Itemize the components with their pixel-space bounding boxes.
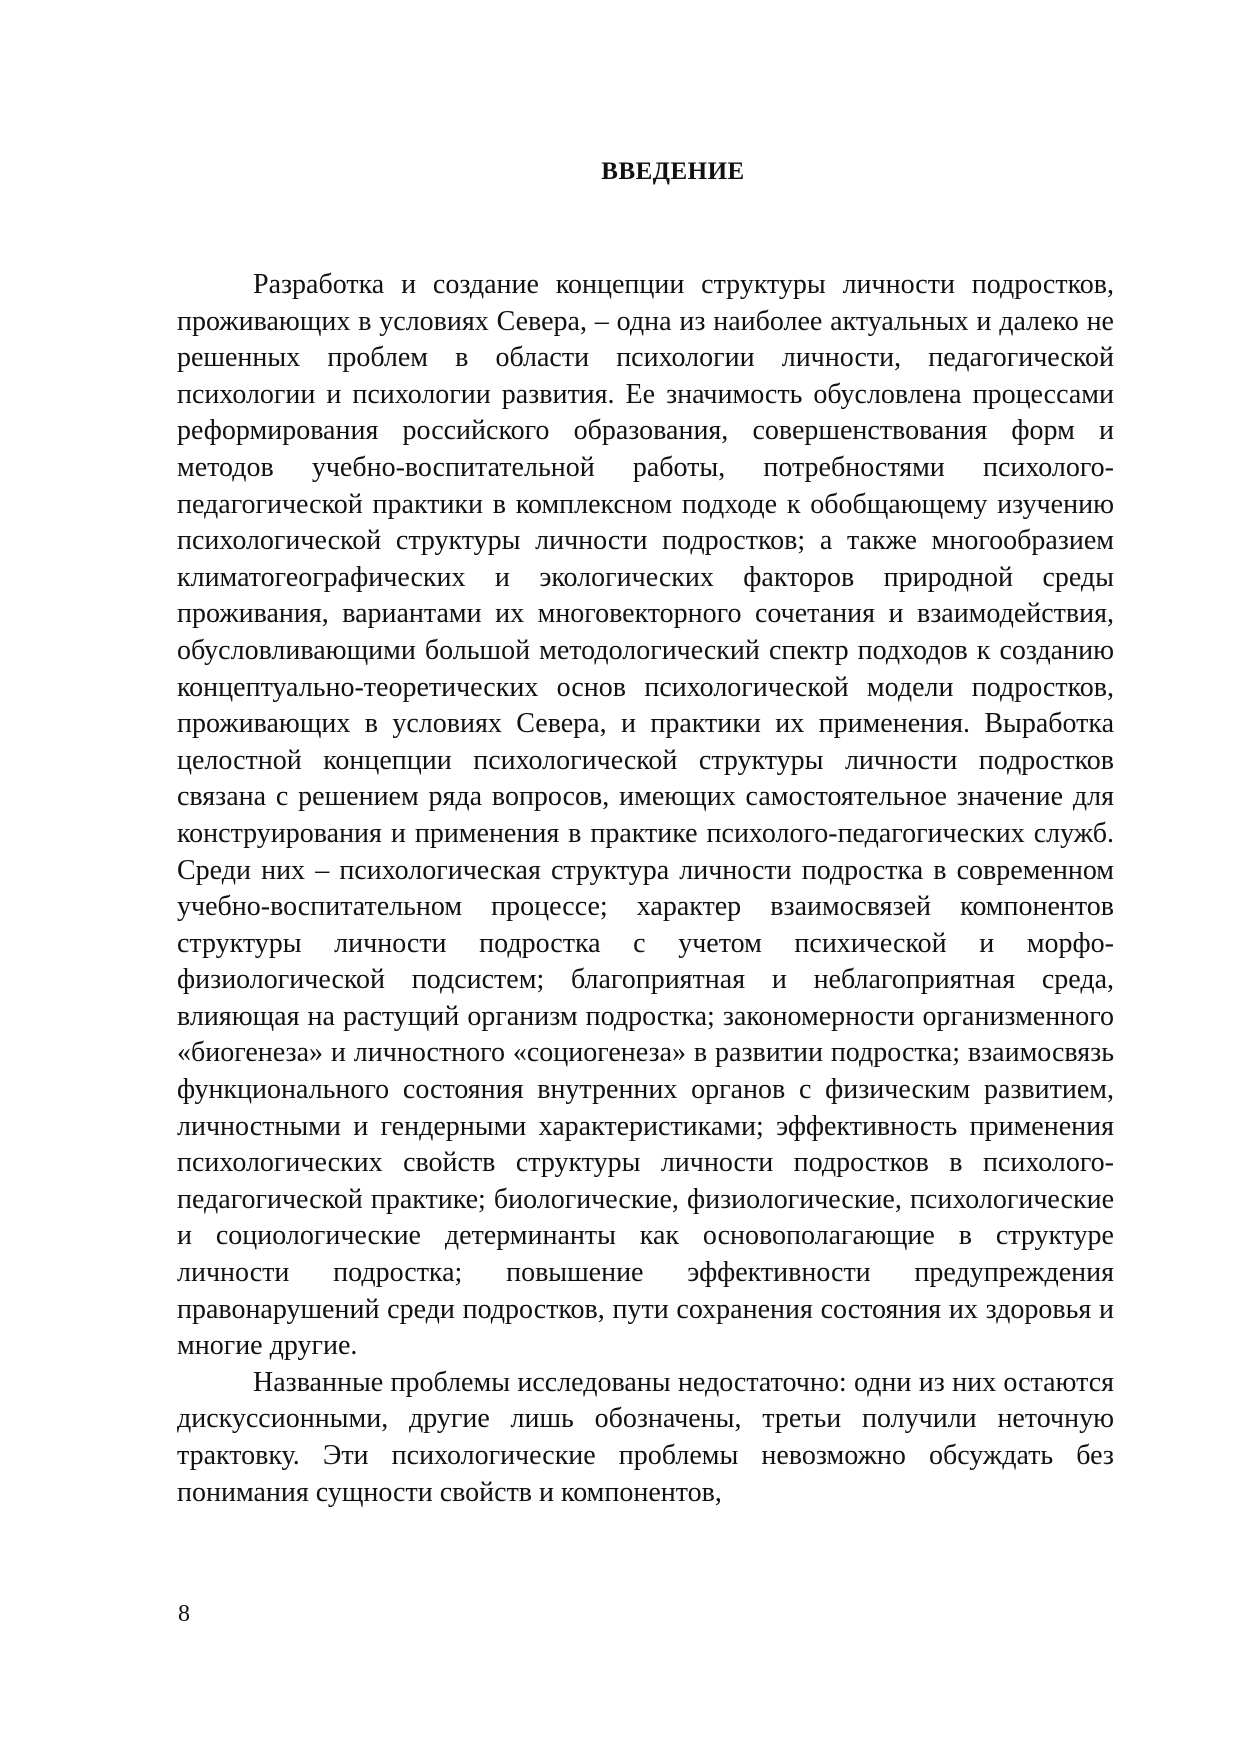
page-number: 8 <box>178 1601 190 1627</box>
body-text <box>177 267 1114 1511</box>
paragraph-1: Разработка и создание концепции структуры личности подростков, проживающих в условиях Севера, – одна из наиболее актуальных и далеко не решенных проблем в области психологии личности, педагогической психологии и психологии развития. Ее значимость обусловлена процессами реформирования российского образования, совершенствования форм и методов учебно-воспитательной работы, потребностями психолого-педагогической практики в комплексном подходе к обобщающему изучению психологической структуры личности подростков; а также многообразием климатогеографических и экологических факторов природной среды проживания, вариантами их многовекторного сочетания и взаимодействия, обусловливающими большой методологический спектр подходов к созданию концептуально-теоретических основ психологической модели подростков, проживающих в условиях Севера, и практики их применения. Выработка целостной концепции психологической структуры личности подростков связана с решением ряда вопросов, имеющих самостоятельное значение для конструирования и применения в практике психолого-педагогических служб. Среди них – психологическая структура личности подростка в современном учебно-воспитательном процессе; характер взаимосвязей компонентов структуры личности подростка с учетом психической и морфо-физиологической подсистем; благоприятная и неблагоприятная среда, влияющая на растущий организм подростка; закономерности организменного «биогенеза» и личностного «социогенеза» в развитии подростка; взаимосвязь функционального состояния внутренних органов с физическим развитием, личностными и гендерными характеристиками; эффективность применения психологических свойств структуры личности подростков в психолого-педагогической практике; биологические, физиологические, психологические и социологические детерминанты как основополагающие в структуре личности подростка; повышение эффективности предупреждения правонарушений среди подростков, пути сохранения состояния их здоровья и многие другие. <box>177 269 1114 1362</box>
paragraph-2: Названные проблемы исследованы недостаточно: одни из них остаются дискуссионными, другие лишь обозначены, третьи получили неточную трактовку. Эти психологические проблемы невозможно обсуждать без понимания сущности свойств и компонентов, <box>177 1366 1114 1508</box>
section-heading: ВВЕДЕНИЕ <box>601 158 745 185</box>
